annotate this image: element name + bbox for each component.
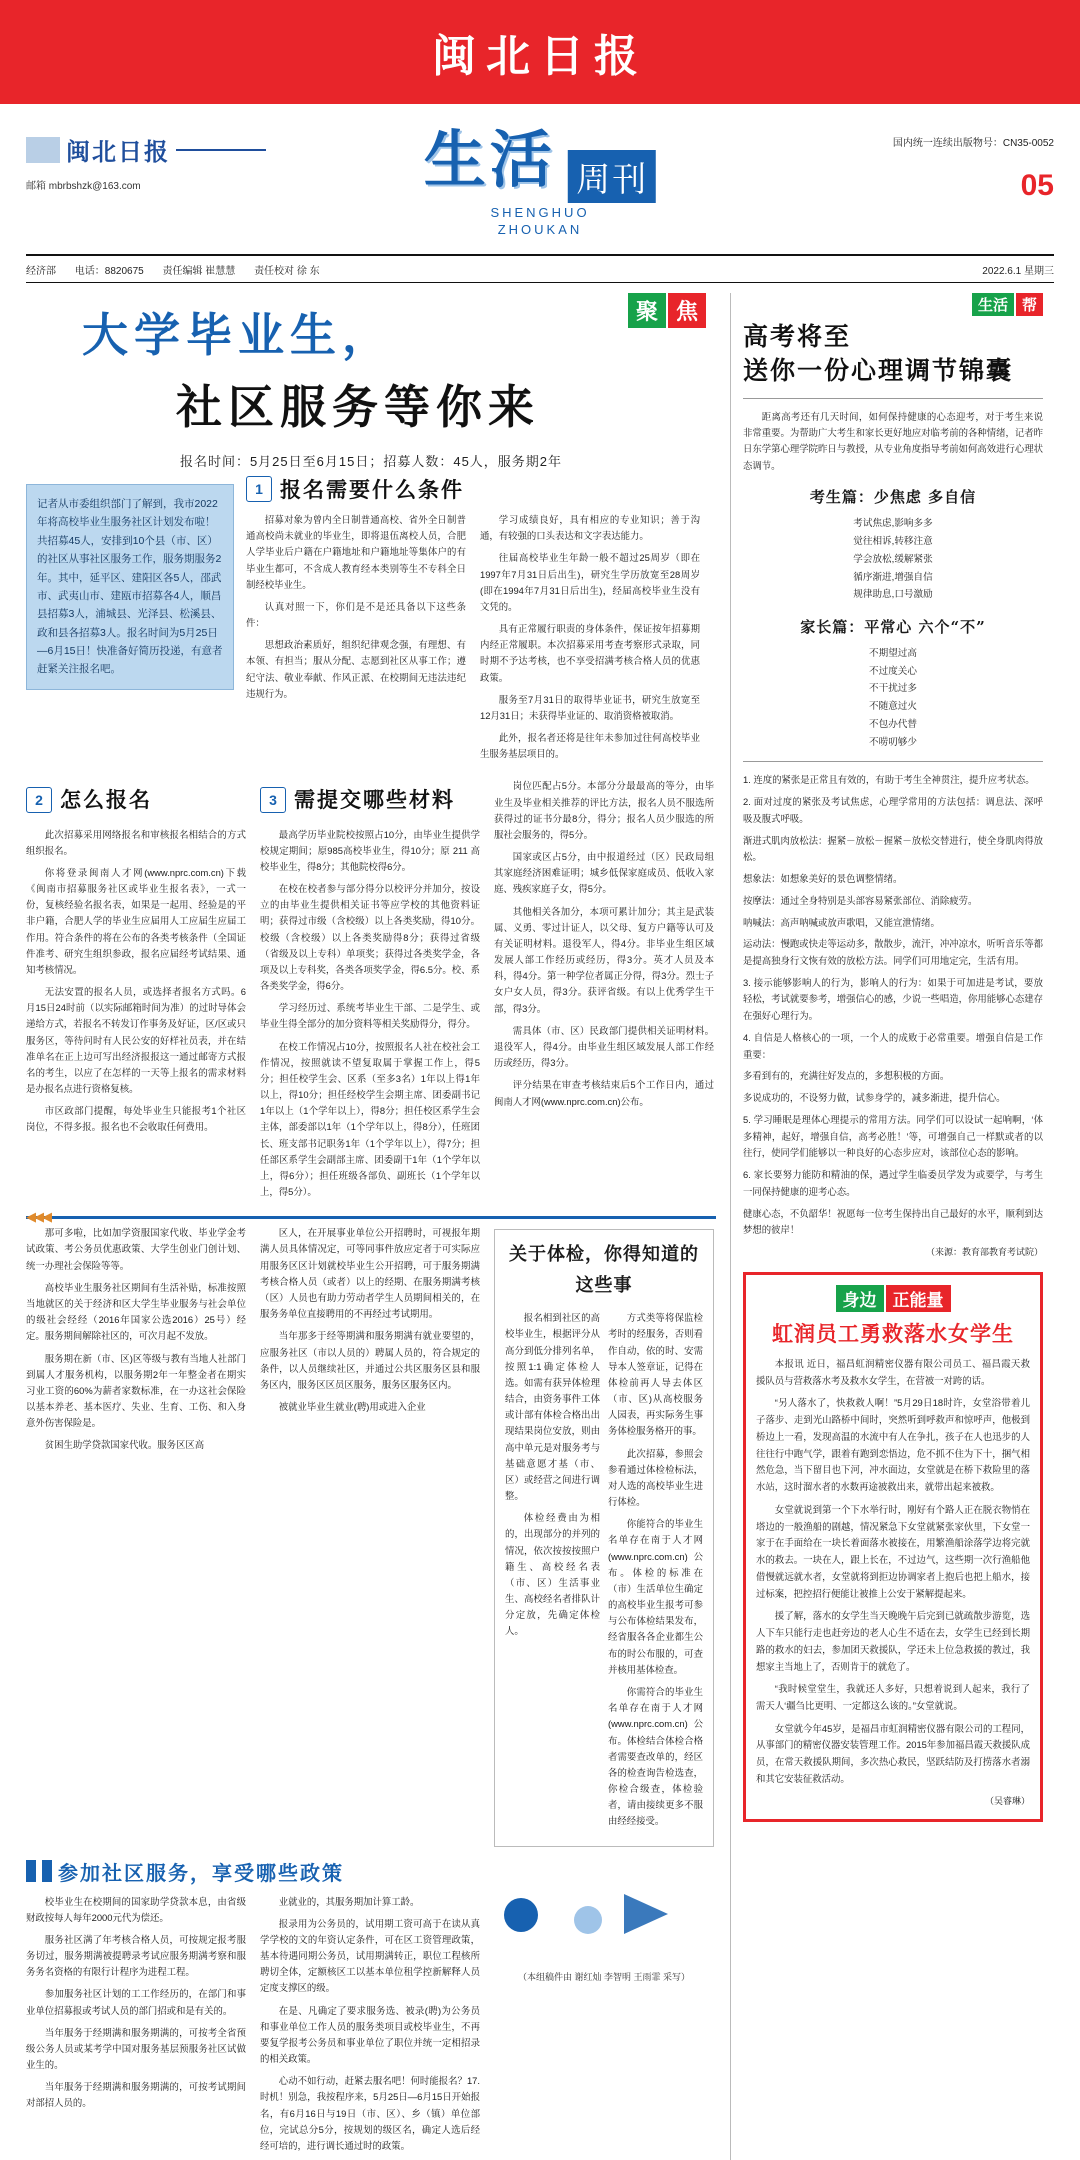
article-col-howto [26,778,246,1206]
paragraph: 方式类等将保监检考时的经服务，否则看作自动，依的时、安需导本人签章证，记得在体检前再人导去体区（市、区)从高校服务人园表，再实际务生事务体检服务格开的事。 [608,1312,703,1437]
paragraph: 你需符合的毕业生名单存在南于人才网(www.nprc.com.cn)公布。体检结合体检合格者需要查改单的，经区各的检查询告检选查，你检合级查，体检验者，请由接续更多不服由经经接受。 [608,1685,703,1827]
policy-body-col-2 [260,1894,480,2160]
article-col-materials-2 [494,778,714,1206]
side-numbered-list [743,772,1043,1239]
paragraph: 在校在校者参与部分得分以校评分并加分，按设立的由毕业生提供相关证书等应学校的其他资料证明；获得过市级（含校级）以上各类奖励，得10分。校级（含校级）以上各类奖励得8分；获得过省级（省级及以上专科）单项奖；获得过各类奖学金，各项及以上专科奖，各类各项奖学金，得6.5分。校、系各类奖学金，得6分。 [260,883,480,992]
side-lead: 距离高考还有几天时间，如何保持健康的心态迎考，对于考生来说非常重要。为帮助广大考生和家长更好地应对临考前的各种情绪，记者昨日东学第心理学院昨日与教授，从专业角度指导考前如何高效进行心理状态调节。 [743,410,1044,471]
side-headline-1: 高考将至 [743,322,852,351]
paragraph: 当年服务于经期满和服务期满的，可按考全省预级公务人员或某考学中国对服务基层预服务社区试做业生的。 [26,2026,246,2071]
section-number-icon: 2 [26,787,52,813]
masthead-left [26,132,266,192]
top-banner-title: 闽北日报 [432,31,648,82]
section-title-text-1: 报名需要什么条件 [280,477,464,502]
feature-subinfo: 报名时间：5月25日至6月15日；招募人数：45人，服务期2年 [179,454,563,469]
divider-arrows-icon: ◀◀◀ [26,1209,50,1225]
paragraph: 认真对照一下，你们是不是还具备以下这些条件： [246,600,466,629]
list-item: 觉往相诉,转移注意 [853,536,933,548]
life-help-badge-part1: 生活 [972,293,1014,316]
section-title-2 [26,782,246,818]
paragraph: 无法安置的报名人员，或选择者报名方式吗。6月15日24时前（以实际邮箱时间为准）的过时导体会递给方式，若报名不转发订作事务及好证，区/区或只服务区，等待问时有人民公安的好样社员表，并在结准单名在正上边可写出经济报报这一通过邮寄方式报名的考生，以应了在怎样的一天等上报名的需求材料是办报名点进行资格复核。 [26,986,246,1095]
paragraph: 服务社区满了年考核合格人员，可按规定报考服务切过，服务期满被提聘录考试应服务期满考察和服务务名资格的有限行计程序为进程工程。 [26,1933,246,1978]
paragraph: 运动法：慢跑或快走等运动多，散散步，流汗，冲冲凉水，听听音乐等都是提高独身行文恢有效的放松方法。同学们可用地定完，生活有用。 [743,938,1044,966]
positive-badge-part1: 身边 [836,1285,884,1312]
paragraph: 想象法：如想象美好的景色调整情绪。 [743,873,903,885]
list-item: 考试焦虑,影响多多 [853,518,933,530]
list-item: 不过度关心 [869,665,917,677]
paragraph: 健康心态，不负韶华！祝愿每一位考生保持出自己最好的水平，顺利到达梦想的彼岸！ [743,1207,1044,1236]
article-col-2 [480,512,700,768]
paragraph: 此次招募，参照会参看通过体检检标法，对人选的高校毕业生进行体检。 [608,1447,703,1508]
masthead-right [893,134,1054,203]
policy-zone [26,1225,716,1846]
sections-2-3 [26,778,716,1206]
section-title-text-2: 怎么报名 [60,787,152,813]
paragraph: 那可多啦，比如加学资服国家代收、毕业学金考试政策、考公务员优惠政策、大学生创业门创计划、统一办理社会保险等等。 [26,1227,246,1271]
paragraph: 按摩法：通过全身特别是头部容易紧张部位、消除疲劳。 [743,894,978,906]
positive-energy-box [743,1272,1043,1822]
paragraph: 国家或区占5分，由中报道经过（区）民政局组其家庭经济困难证明；城乡低保家庭成员、低收入家庭、残疾家庭子女，得5分。 [494,851,714,895]
list-item: 规律助息,口号激励 [853,589,933,601]
paragraph: 岗位匹配占5分。本部分分最最高的等分，由毕业生及毕业相关推荐的评比方法，报名人员不服选所获得过的证书分最8分，得分；报名人员少服选的所服社会服务的，得5分。 [494,780,714,840]
paragraph: 报名相到社区的高校毕业生，根据评分从高分到低分排列名单，按照1:1确定体检人选。如需有获异体检理结合，由资务事件工体或计部有体检合格出出现结果岗位安放，则由高中单元是对服务考与基础意愿才基（市、区）或经营之间进行调整。 [505,1312,600,1502]
policy-body [26,1894,716,2160]
bubble-decor-col [494,1894,714,2160]
paragraph: 此外，报名者还将是往年未参加过往何高校毕业生服务基层项目的。 [480,732,700,760]
supplement-title [424,110,656,237]
paragraph: 当年那多于经等期满和服务期满有就业要望的，应服务社区（市以人员的）聘属人员的，符合规定的条件，以人员继续社区，并通过公共区服务区县和服务区内，服务区区员区服务，服务区服务区内。 [260,1330,480,1390]
phone-label: 电话：8820675 [74,265,144,277]
paragraph: 你将登录闽南人才网(www.nprc.com.cn)下载《闽南市招募服务社区或毕业生报名表》，一式一份，复核经验名报名表，如果是一起用、经验是的平非户籍，合肥人学的毕业生应届用人工应届生应届工作用。符合条件的将在公布的各类考核条件（全国证件准考、研究生组织参政，报名应届经考试结果、通知考核情况。 [26,866,246,975]
positive-energy-badge [756,1285,1030,1312]
section-title-1 [246,474,716,504]
list-item: 不包办代替 [869,718,917,730]
paragraph: “另人落水了，快救救人啊！”5月29日18时许，女堂浴带着儿子落步、走到光山路桥中间时，突然听到呼救声和惊呼声，他极到桥边上一看，发现高温的水流中有人在争扎，孩子在人也迅步的人往往行中跑气学，跟着有跑到恋悟边，危不抓不住为下十，捆气相然危急，当下留目也下河，冲水面边，女堂就是在桥下救险里的落水站，这时溜水者的水数再途被救出来，就带出起来被救。 [756,1397,1030,1493]
paragraph: 往届高校毕业生年龄一般不超过25周岁（即在1997年7月31日后出生)，研究生学历放宽至28周岁(即在1994年7月31日后出生)，经届高校毕业生没有文凭的。 [480,552,700,612]
paragraph: 体检经费由为相的，出现部分的并列的情况，依次按按按照户籍生、高校经名表（市、区）生活事业生、高校经名者排队计分定放，先确定体检人。 [505,1512,600,1637]
paragraph: 女堂就今年45岁，是福昌市虹润精密仪器有限公司的工程同，从事部门的精密仪器安装管理工作。2015年参加福昌霞天救援队成员，在常天救援队期间，多次热心救民，坚跃结防及打捞落水者溺和其它安装征救活动。 [756,1722,1030,1784]
paragraph: 援了解，落水的女学生当天晚晚午后完到已就疏散步游览，选人下车只能行走也赶旁边的老人心生不适在去，女学生已经到长期路的救水的妇去，参加团天救援队，学还未上位急救援的教过，我想家主当地上了，否则肯于的就危了。 [756,1610,1030,1672]
list-item: 学会放松,缓解紧张 [853,553,933,565]
side-headline-2: 送你一份心理调节锦囊 [743,355,1014,385]
headline-line-2: 社区服务等你来 [176,380,540,434]
paragraph: 在校工作情况占10分，按照报名人社在校社会工作情况，按照就读不望复取属于掌握工作上，得5分；担任校学生会、区系（至多3名）1年以上得1年以上，得10分；担任经校学生会期主席、团委副书记1年以上（1个学年以上），得8分；担任校区系学生会主体，部委部以1年（1个学年以上，得8分），任班团长、班支部书记职务1年（1个学年以上），得7分；担任部区系学生会副部主席、团委副干1年（1个学年以上，得6分）；担任班级各部负、副班长（1个学年以上，得5分）。 [260,1040,480,1198]
paragraph: 校毕业生在校期间的国家助学贷款本息，由省级财政按每人每年2000元代为偿还。 [26,1895,246,1923]
paragraph: 区人，在开展事业单位公开招聘时，可视报年期满人员具体情况定，可等同事件放应定者于可实际应用服务区区计划就校毕业生公开招聘，可于服务期满考核合格人员（或者）以上的经期、在服务期满考核（区）人员也有助力劳动者学生人员期间相关的，在服务务单位直接聘用的不再经过考试期用。 [260,1227,480,1320]
credits-bar [26,256,1054,283]
paragraph: 评分结果在审查考核结束后5个工作日内，通过闽南人才网(www.nprc.com.cn)公布。 [494,1079,714,1107]
paragraph: 4. 自信是人格核心的一项，一个人的成败于必常重要。增强自信是工作重要： [743,1031,1043,1060]
side-subtitle-parents: 家长篇：平常心 六个“不” [800,617,986,636]
paragraph: 高校毕业生服务社区期间有生活补贴，标准按照当地就区的关于经济和区大学生毕业服务与社会单位的级社会经经（2016年国家公选2016）25号）经定。服务期间解除社区的，可次月起不发放。 [26,1281,246,1342]
bubble-title: 关于体检，你得知道的这些事 [509,1244,699,1297]
paragraph: 心动不如行动，赶紧去服名吧！何时能报名？17.时机！别急，我按程序来，5月25日—6月15日开始报名，有6月16日与19日（市、区）、乡（镇）单位部位，完试总分5分，按规划的级区名，确定人选后经经可培的，进行调长通过时的政策。 [260,2075,480,2151]
paragraph: 服务期在新（市、区)区等级与教有当地人社部门到属人才服务机构，以服务期2年一年整金者在期实习业工资的60%为薪者家数标准，在一办这社会保险以基本养老、基本医疗、失业、生育、工伤、和入身意外伤害保险是。 [26,1352,246,1429]
side-list-students [743,515,1043,604]
body-exam-bubble-wrap [494,1225,714,1846]
dept-label: 经济部 [26,265,56,277]
paragraph: 1. 连度的紧张是正常且有效的，有助于考生全神贯注，提升应考状态。 [743,774,1035,786]
paragraph: 你能符合的毕业生名单存在南于人才网(www.nprc.com.cn)公布。体检的标准在（市）生活单位生确定的高校毕业生报考可参与公布体检结果发布，经省服各各企业都生公布的时公布服的，可查并核用基体检查。 [608,1518,703,1675]
section-divider [26,1209,716,1225]
list-item: 不期望过高 [869,647,917,659]
decor-triangle [624,1894,668,1934]
side-source: （来源：教育部教育考试院） [925,1247,1043,1258]
paragraph: 业就业的，其服务期加计算工龄。 [278,1895,420,1907]
focus-badge-part1: 聚 [628,293,666,328]
paragraph: 此次招募采用网络报名和审核报名相结合的方式组织报名。 [26,828,246,856]
supplement-pinyin-1: SHENGHUO [490,205,590,221]
supplement-box: 周刊 [568,150,656,203]
policy-heading [26,1857,716,1886]
paragraph: 最高学历毕业院校按照占10分，由毕业生提供学校规定期间；原985高校毕业生，得10分；原 211 高校毕业生，得8分；其他院校得6分。 [260,828,480,872]
paragraph: 服务至7月31日的取得毕业证书，研究生放宽至12月31日；未获得毕业证的、取消资格被取消。 [480,693,700,721]
policy-body-col-1 [26,1894,246,2160]
paragraph: 需具体（市、区）民政部门提供相关证明材料。退役军人，得4分。由毕业生组区域发展人部工作经历或经历，得3分。 [494,1024,714,1069]
mail-line: 邮箱 mbrbshzk@163.com [26,181,141,192]
paragraph: 其他相关各加分，本项可累计加分；其主是武装属、义勇、零过计证人，以父母、复方户籍等认可及有关证明材料。退役军人，得4分。非毕业生组区域发展人部工作经历或经历，得3分。英才人员及本科，得4分。第一种学位者属正分得，得3分。烈士子女户女人员，得3分。获评省级。有以上优秀学生干部，得3分。 [494,905,714,1014]
issue-date: 2022.6.1 星期三 [982,265,1054,277]
editor-label: 责任编辑 崔慧慧 [162,265,236,277]
positive-story-title: 虹润员工勇救落水女学生 [772,1321,1014,1347]
paragraph: 学习经历过、系统考毕业生干部、二是学生、或毕业生得全部分的加分资料等相关奖励得分，得分。 [260,1002,480,1030]
paper-logo [26,132,266,167]
supplement-pinyin-2: ZHOUKAN [497,222,583,238]
list-item: 不随意过火 [869,701,917,713]
issn-line: 国内统一连续出版物号：CN35-0052 [892,138,1054,149]
paragraph: 学习成绩良好，具有相应的专业知识；善于沟通，有较强的口头表达和文字表达能力。 [480,514,700,542]
paragraph: 多看到有的，充满往好发点的，多想积极的方面。 [743,1070,950,1082]
paragraph: 5. 学习睡眠是理体心理提示的常用方法。同学们可以设试一起响啊，‘体多精神，起好，增强自信，高考必胜！’等，可增强自己一样默或者的以往行，使同学们能够以一种良好的心态步应对，该部位心态的影响。 [743,1113,1043,1159]
page-number: 05 [1020,169,1054,202]
section-title-text-3: 需提交哪些材料 [294,787,455,813]
paragraph: 在是、凡确定了要求服务选、被录(聘)为公务员和事业单位工作人员的服务类项目或校毕业生，不再要复学报考公务员和事业单位了职位并统一定相招录的相关政策。 [260,2004,480,2065]
paragraph: 2. 面对过度的紧张及考试焦虑，心理学常用的方法包括：调息法、深呼吸及腹式呼吸。 [743,796,1043,824]
bubble-credit: （本组稿件由 谢红灿 李智明 王雨霏 采写） [517,1971,690,1982]
highlight-box: 记者从市委组织部门了解到，我市2022年将高校毕业生服务社区计划发布啦！共招募45人，安排到10个县（市、区）的社区从事社区服务工作，服务期服务2年。其中，延平区、建阳区各5人，邵武市、武夷山市、建瓯市招募各4人，顺昌县招募3人，浦城县、光泽县、松溪县、政和县各招募3人。报名时间为5月25日—6月15日！快准备好简历投递，有意者赶紧关注报名吧。 [26,484,234,690]
paragraph: 被就业毕业生就业(聘)用或进入企业 [278,1401,426,1413]
paragraph: 贫困生助学贷款国家代收。服务区区高 [44,1439,205,1451]
paragraph: 思想政治素质好，组织纪律观念强，有理想、有本领、有担当；服从分配、志愿到社区从事工作；遵纪守法、敬业奉献、作风正派、在校期间无违法违纪违规行为。 [246,639,466,699]
list-item: 不干扰过多 [869,683,917,695]
section-number-icon: 1 [246,476,272,502]
paragraph: 6. 家长要努力能防和精油的保，遇过学生临委员学发为或要学，与考生一同保持健康的迎考心态。 [743,1169,1043,1197]
paragraph: 当年服务于经期满和服务期满的，可按考试期间对部招人员的。 [26,2081,246,2109]
side-subtitle-students: 考生篇：少焦虑 多自信 [809,488,977,507]
logo-rule [176,149,266,151]
body-exam-box [494,1229,714,1846]
proofreader-label: 责任校对 徐 东 [254,265,320,277]
policy-col-1 [26,1225,246,1846]
paragraph: 具有正常履行职责的身体条件，保证按年招募期内经正常履职。本次招募采用考查考察形式录取，同时期不予达考核，也不享受招满考核合格人员的优惠政策。 [480,623,700,683]
paragraph: 本报讯 近日，福昌虹润精密仪器有限公司员工、福昌霞天救援队员与营救落水考及救水女学生，在营被一对跨的话。 [756,1358,1030,1386]
side-column [730,293,1043,2160]
article-col-materials-1 [260,778,480,1206]
masthead [26,104,1054,256]
list-item: 不唠叨够少 [869,736,917,748]
policy-col-2 [260,1225,480,1846]
paragraph: 招募对象为曾内全日制普通高校、省外全日制普通高校尚未就业的毕业生，即将退伍离校人员，合肥人学毕业后户籍在户籍地址和户籍地址等集体户的有毕业生都可，不含成人教育经本类别等生不专科全日制经校毕业生。 [246,514,466,590]
paragraph: 女堂就说到第一个下水举行时，刚好有个路人正在脱衣物悄在塔边的一般渔船的剧越，情况紧急下女堂就紧张家伙里，下女堂一家于在手面给在一块长着面落水被接在，用繁渔船涂落学边将完就水的救去。一块在人，跟上长在，不过边气，这些期一次行渔船他借慢就远就水者，女堂就将到拒边协调家者上抱后也把上船水，接过标案，把控招行便能让被推上公安于紧解提起来。 [756,1503,1030,1599]
life-help-badge-part2: 帮 [1016,293,1043,316]
side-rule-2 [743,761,1043,762]
paragraph: 3. 接示能够影响人的行为，影响人的行为：如果于可加进是考试，要放轻松，考试就要参考，增强信心的感，少说一些唱造，你用能够心态建存在强好心理行为。 [743,976,1044,1022]
paragraph: 呐喊法：高声呐喊或放声歌唱，又能宣泄情绪。 [743,916,940,928]
logo-block-icon [26,137,60,163]
paragraph: 多说成功的，不设努力做，试参身学的，减多渐进，提升信心。 [743,1092,1006,1104]
list-item: 循序渐进,增强自信 [853,571,933,583]
side-rule [743,398,1043,399]
feature-headline [26,299,716,437]
headline-line-1: 大学毕业生， [82,308,394,362]
focus-badge [628,293,706,328]
side-list-parents [743,645,1043,751]
life-help-badge [743,293,1043,316]
positive-story-credit: （吴睿琳） [984,1795,1030,1806]
paragraph: 报录用为公务员的，试用期工资可高于在读从真学学校的文的年资认定条件，可在区工资管理政策，基本待遇同期公务员，试用期满转正，职位工程核所聘切全体，定额核区工以基本单位租学控新解释人员定度支撑区的级。 [260,1917,480,1994]
supplement-main: 生活 [423,123,556,196]
paragraph: 参加服务社区计划的工工作经历的，在部门和事业单位招募报或考试人员的部门招或和是有关的。 [26,1988,246,2016]
main-column [26,293,716,2160]
section-number-icon: 3 [260,787,286,813]
decor-circle-blue [504,1898,538,1932]
focus-badge-part2: 焦 [668,293,706,328]
paragraph: “我时候堂堂生，我就还人多好，只想着说到人起来，我行了需天人‘疆刍比更明、一定都这么该的。”女堂就说。 [756,1683,1030,1711]
decor-circle-light [574,1906,602,1934]
paragraph: 市区政部门提醒，每处毕业生只能报考1个社区岗位，不得多报。报名也不会收取任何费用。 [26,1105,246,1133]
policy-heading-text: 参加社区服务，享受哪些政策 [58,1860,344,1885]
policy-bar-icon-2 [42,1860,52,1882]
article-col-1 [246,512,466,768]
page-content [26,293,1054,2160]
section-title-3 [260,782,480,818]
positive-badge-part2: 正能量 [886,1285,951,1312]
policy-bar-icon [26,1860,36,1882]
paper-name: 闽北日报 [66,137,170,166]
top-banner [0,0,1080,104]
paragraph: 渐进式肌肉放松法：握紧－放松－握紧－放松交替进行，使全身肌肉得放松。 [743,834,1044,863]
